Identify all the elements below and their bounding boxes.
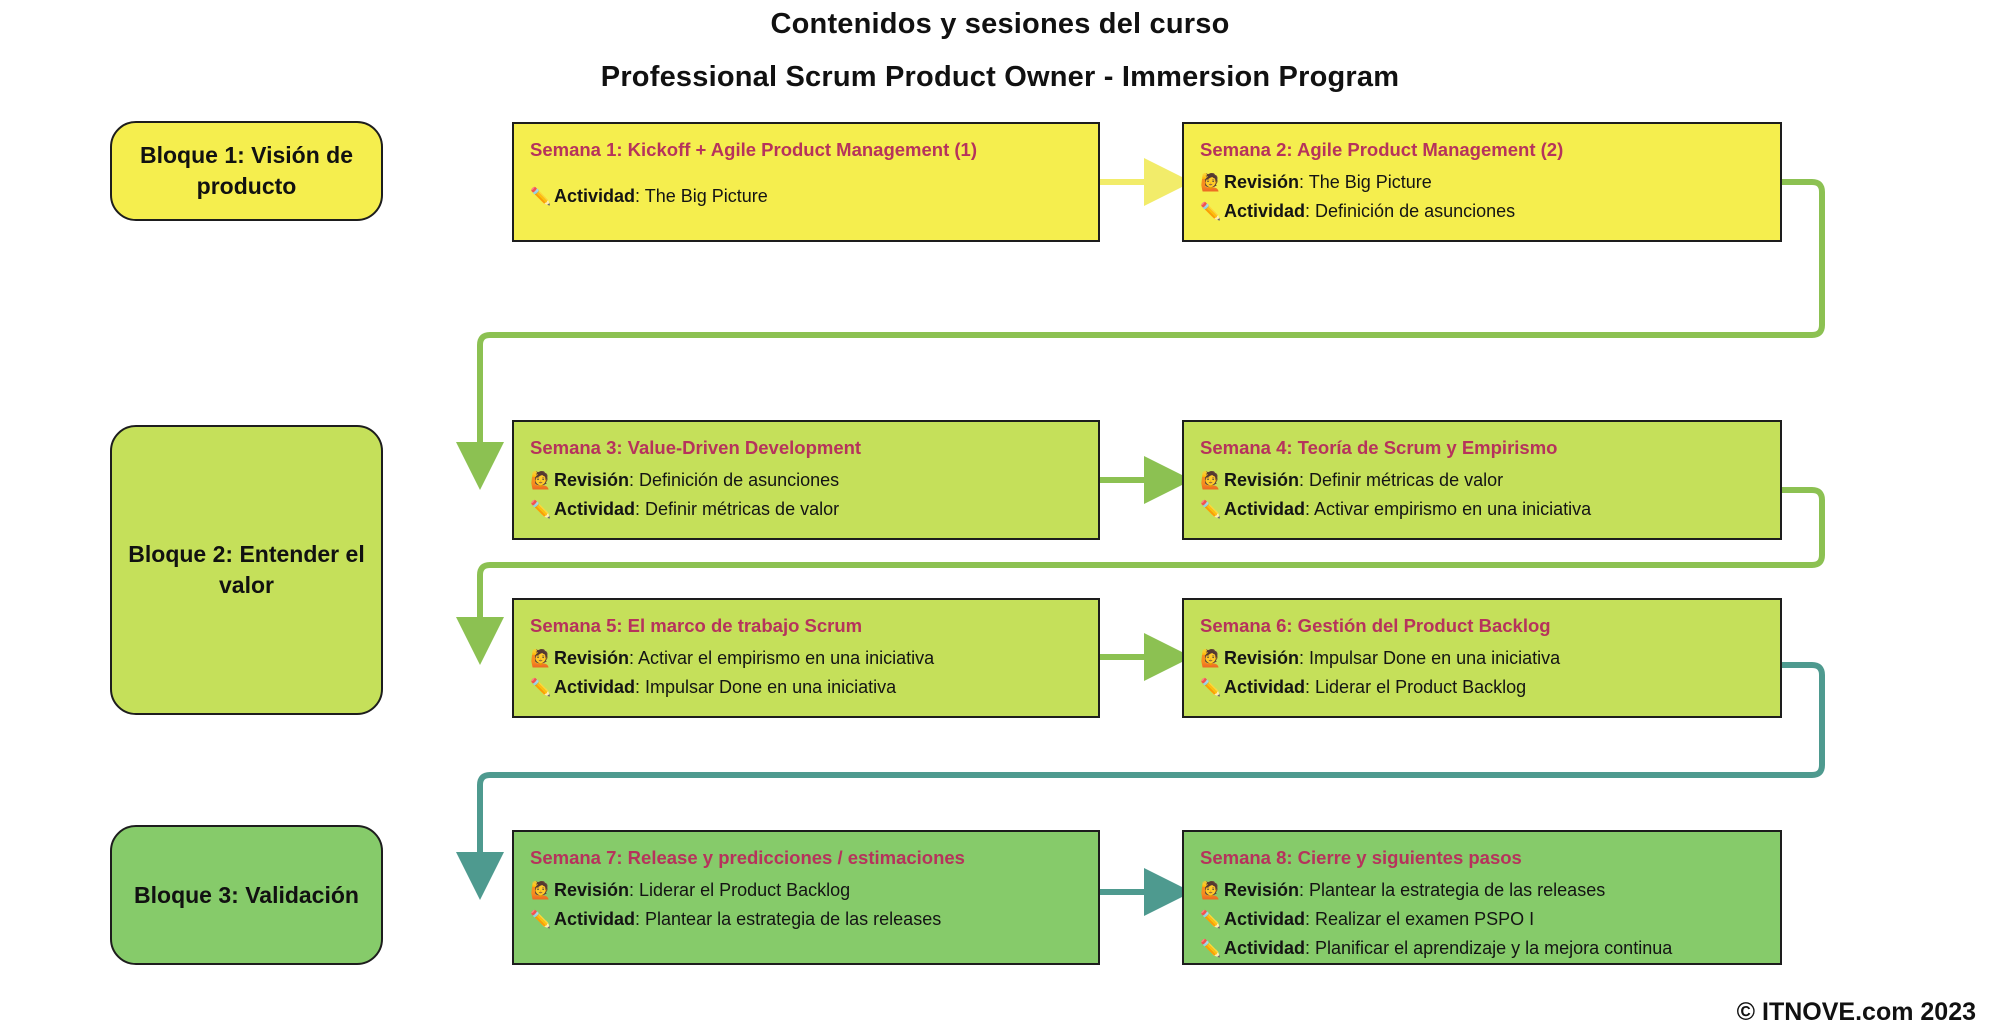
pencil-icon: ✏️ [1200, 910, 1222, 929]
session-row-revision [1200, 876, 1764, 905]
row-text: : The Big Picture [635, 186, 768, 206]
session-card-semana5[interactable] [512, 598, 1100, 718]
session-title: Semana 8: Cierre y siguientes pasos [1200, 847, 1522, 868]
row-text: : Definición de asunciones [629, 470, 840, 490]
block-label-text: Bloque 1: Visión de producto [140, 142, 353, 199]
session-row-actividad [1200, 495, 1764, 524]
pencil-icon: ✏️ [530, 678, 552, 697]
row-text: : Activar el empirismo en una iniciativa [629, 648, 935, 668]
block-label-bloque3 [110, 825, 383, 965]
row-label: Actividad [554, 186, 636, 206]
person-raising-hand-icon: 🙋 [1200, 881, 1222, 900]
pencil-icon: ✏️ [530, 910, 552, 929]
row-text: : Liderar el Product Backlog [629, 880, 851, 900]
pencil-icon: ✏️ [530, 187, 552, 206]
person-raising-hand-icon: 🙋 [530, 649, 552, 668]
row-label: Revisión [1224, 648, 1300, 668]
session-spacer [530, 168, 1082, 182]
session-card-semana2[interactable] [1182, 122, 1782, 242]
session-title: Semana 1: Kickoff + Agile Product Management (1) [530, 139, 978, 160]
title-line-1: Contenidos y sesiones del curso [770, 8, 1230, 40]
row-label: Actividad [1224, 677, 1306, 697]
session-card-semana8[interactable] [1182, 830, 1782, 965]
title-line-2: Professional Scrum Product Owner - Immersion Program [600, 61, 1400, 93]
row-text: : Impulsar Done en una iniciativa [1299, 648, 1561, 668]
person-raising-hand-icon: 🙋 [1200, 649, 1222, 668]
pencil-icon: ✏️ [1200, 939, 1222, 958]
session-row-actividad [1200, 197, 1764, 226]
row-label: Revisión [554, 470, 630, 490]
row-label: Actividad [554, 499, 636, 519]
session-row-revision [530, 876, 1082, 905]
row-text: : Definir métricas de valor [1299, 470, 1504, 490]
row-text: : Definición de asunciones [1305, 201, 1516, 221]
row-label: Actividad [1224, 499, 1306, 519]
session-row-actividad [530, 182, 1082, 211]
row-label: Revisión [1224, 172, 1300, 192]
pencil-icon: ✏️ [1200, 678, 1222, 697]
row-text: : Planificar el aprendizaje y la mejora continua [1305, 938, 1673, 958]
session-row-revision [530, 466, 1082, 495]
diagram-title [0, 6, 2000, 95]
session-row-revision [1200, 168, 1764, 197]
row-label: Revisión [554, 648, 630, 668]
row-text: : Activar empirismo en una iniciativa [1305, 499, 1592, 519]
session-card-semana4[interactable] [1182, 420, 1782, 540]
row-label: Actividad [1224, 909, 1306, 929]
session-row-actividad [530, 495, 1082, 524]
session-card-semana6[interactable] [1182, 598, 1782, 718]
row-label: Revisión [1224, 470, 1300, 490]
session-row-actividad-2 [1200, 934, 1764, 963]
session-row-revision [1200, 466, 1764, 495]
person-raising-hand-icon: 🙋 [1200, 471, 1222, 490]
row-text: : Plantear la estrategia de las releases [1299, 880, 1606, 900]
session-card-semana3[interactable] [512, 420, 1100, 540]
row-label: Actividad [1224, 201, 1306, 221]
session-row-actividad [530, 905, 1082, 934]
copyright-footer: © ITNOVE.com 2023 [1736, 998, 1976, 1026]
row-label: Actividad [554, 677, 636, 697]
block-label-bloque1 [110, 121, 383, 221]
pencil-icon: ✏️ [1200, 500, 1222, 519]
row-text: : The Big Picture [1299, 172, 1432, 192]
session-title: Semana 2: Agile Product Management (2) [1200, 139, 1564, 160]
session-card-semana7[interactable] [512, 830, 1100, 965]
row-text: : Definir métricas de valor [635, 499, 840, 519]
session-title: Semana 7: Release y predicciones / estimaciones [530, 847, 965, 868]
session-card-semana1[interactable] [512, 122, 1100, 242]
person-raising-hand-icon: 🙋 [1200, 173, 1222, 192]
session-row-actividad [1200, 673, 1764, 702]
row-label: Revisión [1224, 880, 1300, 900]
block-label-text: Bloque 2: Entender el valor [128, 541, 365, 598]
row-label: Actividad [554, 909, 636, 929]
person-raising-hand-icon: 🙋 [530, 471, 552, 490]
block-label-text: Bloque 3: Validación [134, 881, 359, 908]
row-text: : Liderar el Product Backlog [1305, 677, 1527, 697]
session-row-actividad [1200, 905, 1764, 934]
row-label: Actividad [1224, 938, 1306, 958]
session-row-revision [530, 644, 1082, 673]
session-title: Semana 4: Teoría de Scrum y Empirismo [1200, 437, 1558, 458]
session-title: Semana 6: Gestión del Product Backlog [1200, 615, 1551, 636]
person-raising-hand-icon: 🙋 [530, 881, 552, 900]
row-label: Revisión [554, 880, 630, 900]
pencil-icon: ✏️ [1200, 202, 1222, 221]
session-title: Semana 5: El marco de trabajo Scrum [530, 615, 863, 636]
session-row-actividad [530, 673, 1082, 702]
row-text: : Impulsar Done en una iniciativa [635, 677, 897, 697]
session-title: Semana 3: Value-Driven Development [530, 437, 862, 458]
row-text: : Realizar el examen PSPO I [1305, 909, 1535, 929]
session-row-revision [1200, 644, 1764, 673]
block-label-bloque2 [110, 425, 383, 715]
row-text: : Plantear la estrategia de las releases [635, 909, 942, 929]
pencil-icon: ✏️ [530, 500, 552, 519]
